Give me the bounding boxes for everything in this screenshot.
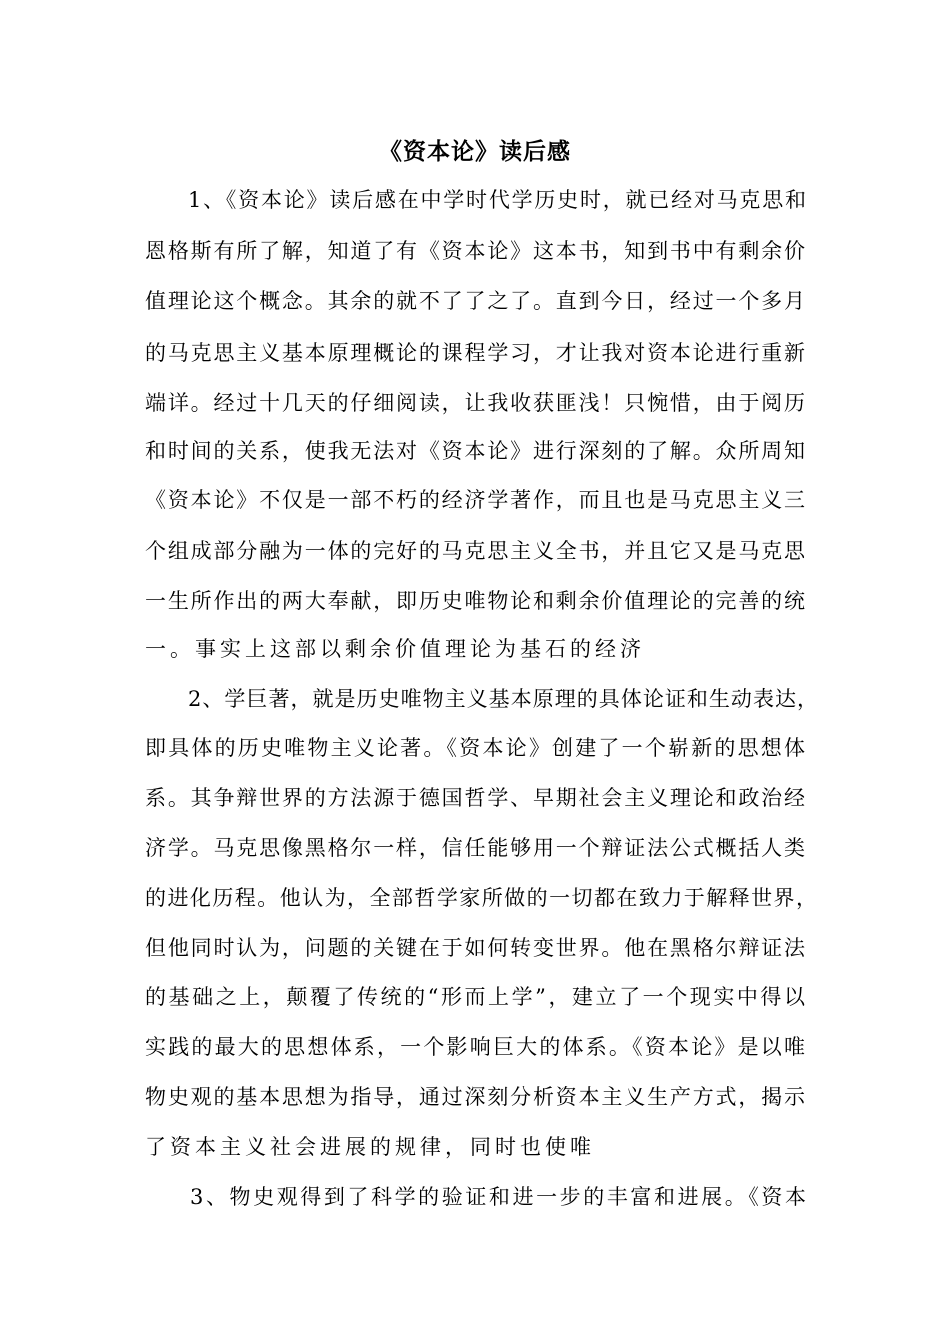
paragraph-line: 个组成部分融为一体的完好的马克思主义全书，并且它又是马克思 [145, 539, 807, 563]
paragraph-line: 的基础之上，颠覆了传统的“形而上学”，建立了一个现实中得以 [145, 985, 808, 1009]
paragraph-line: 实践的最大的思想体系，一个影响巨大的体系。《资本论》是以唯 [145, 1035, 808, 1059]
paragraph-line: 和时间的关系，使我无法对《资本论》进行深刻的了解。众所周知 [145, 439, 807, 463]
paragraph-line: 了资本主义社会进展的规律，同时也使唯 [145, 1135, 595, 1159]
paragraph-line: 端详。经过十几天的仔细阅读，让我收获匪浅！只惋惜，由于阅历 [145, 391, 807, 415]
paragraph-line: 的进化历程。他认为，全部哲学家所做的一切都在致力于解释世界， [145, 886, 819, 910]
paragraph-line: 系。其争辩世界的方法源于德国哲学、早期社会主义理论和政治经 [145, 786, 807, 810]
paragraph-line: 值理论这个概念。其余的就不了了之了。直到今日，经过一个多月 [145, 289, 807, 313]
paragraph-line: 物史观的基本思想为指导，通过深刻分析资本主义生产方式，揭示 [145, 1085, 807, 1109]
paragraph-line: 一生所作出的两大奉献，即历史唯物论和剩余价值理论的完善的统 [145, 589, 807, 613]
paragraph-line: 1、《资本论》读后感在中学时代学历史时，就已经对马克思和 [188, 188, 808, 212]
paragraph-line: 的马克思主义基本原理概论的课程学习，才让我对资本论进行重新 [145, 341, 807, 365]
paragraph-line: 即具体的历史唯物主义论著。《资本论》创建了一个崭新的思想体 [145, 736, 808, 760]
paragraph-line: 济学。马克思像黑格尔一样，信任能够用一个辩证法公式概括人类 [145, 836, 807, 860]
paragraph-line: 但他同时认为，问题的关键在于如何转变世界。他在黑格尔辩证法 [145, 936, 807, 960]
paragraph-line: 《资本论》不仅是一部不朽的经济学著作，而且也是马克思主义三 [145, 488, 807, 512]
document-title: 《资本论》读后感 [379, 138, 571, 165]
paragraph-line: 2、学巨著，就是历史唯物主义基本原理的具体论证和生动表达， [188, 687, 820, 711]
paragraph-line: 3、物史观得到了科学的验证和进一步的丰富和进展。《资本 [190, 1185, 809, 1209]
paragraph-line: 一。事实上这部以剩余价值理论为基石的经济 [145, 637, 645, 661]
paragraph-line: 恩格斯有所了解，知道了有《资本论》这本书，知到书中有剩余价 [145, 239, 807, 263]
